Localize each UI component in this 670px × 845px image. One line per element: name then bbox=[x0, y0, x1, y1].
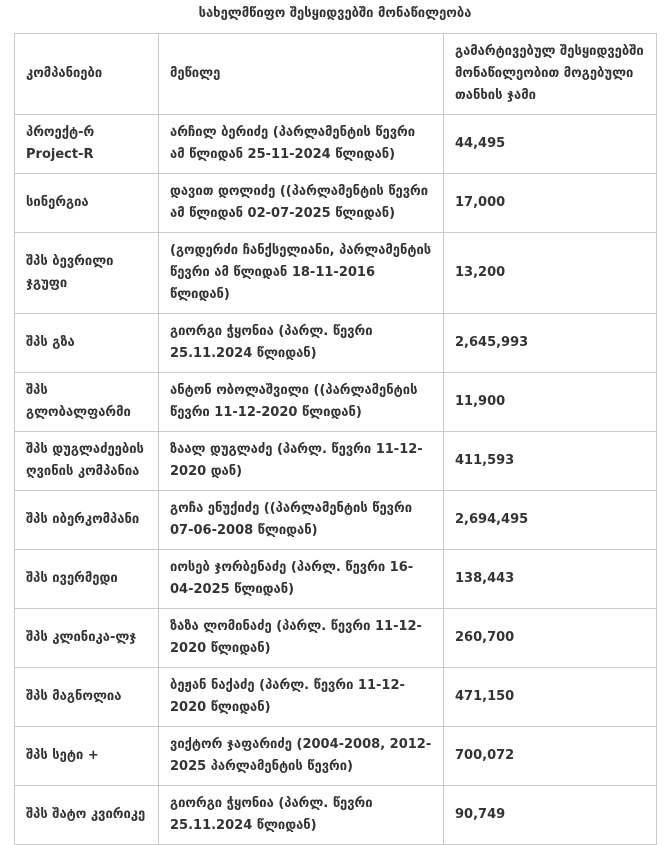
company-cell: შპს გლობალფარმი bbox=[15, 373, 159, 432]
table-row bbox=[15, 314, 657, 373]
company-cell: პროექტ-რ Project-R bbox=[15, 115, 159, 174]
shareholder-cell: იოსებ ჯორბენაძე (პარლ. წევრი 16-04-2025 წლიდან) bbox=[159, 550, 444, 609]
amount-cell: 138,443 bbox=[444, 550, 657, 609]
shareholder-cell: ბეჟან ნაქაძე (პარლ. წევრი 11-12-2020 წლიდან) bbox=[159, 668, 444, 727]
table-row bbox=[15, 233, 657, 314]
header-row bbox=[15, 34, 657, 115]
col-header-shareholder: მეწილე bbox=[159, 34, 444, 115]
amount-cell: 411,593 bbox=[444, 432, 657, 491]
shareholder-cell: გიორგი ჭყონია (პარლ. წევრი 25.11.2024 წლიდან) bbox=[159, 786, 444, 845]
company-cell: შპს ივერმედი bbox=[15, 550, 159, 609]
shareholder-cell: არჩილ ბერიძე (პარლამენტის წევრი ამ წლიდან 25-11-2024 წლიდან) bbox=[159, 115, 444, 174]
table-row bbox=[15, 432, 657, 491]
amount-cell: 260,700 bbox=[444, 609, 657, 668]
shareholder-cell: გოჩა ენუქიძე ((პარლამენტის წევრი 07-06-2008 წლიდან) bbox=[159, 491, 444, 550]
table-body bbox=[15, 115, 657, 845]
table-row bbox=[15, 668, 657, 727]
company-cell: შპს ბევრილი ჯგუფი bbox=[15, 233, 159, 314]
procurement-table bbox=[14, 33, 657, 845]
amount-cell: 2,645,993 bbox=[444, 314, 657, 373]
table-row bbox=[15, 373, 657, 432]
company-cell: შპს დუგლაძეების ღვინის კომპანია bbox=[15, 432, 159, 491]
table-row bbox=[15, 727, 657, 786]
amount-cell: 44,495 bbox=[444, 115, 657, 174]
company-cell: შპს მაგნოლია bbox=[15, 668, 159, 727]
shareholder-cell: დავით დოლიძე ((პარლამენტის წევრი ამ წლიდან 02-07-2025 წლიდან) bbox=[159, 174, 444, 233]
shareholder-cell: ზაალ დუგლაძე (პარლ. წევრი 11-12-2020 დან) bbox=[159, 432, 444, 491]
company-cell: შპს შატო კვირიკე bbox=[15, 786, 159, 845]
table-row bbox=[15, 550, 657, 609]
table-row bbox=[15, 174, 657, 233]
shareholder-cell: (გოდერძი ჩანქსელიანი, პარლამენტის წევრი ამ წლიდან 18-11-2016 წლიდან) bbox=[159, 233, 444, 314]
table-row bbox=[15, 786, 657, 845]
col-header-companies: კომპანიები bbox=[15, 34, 159, 115]
company-cell: შპს სეტი + bbox=[15, 727, 159, 786]
shareholder-cell: ვიქტორ ჯაფარიძე (2004-2008, 2012-2025 პარლამენტის წევრი) bbox=[159, 727, 444, 786]
company-cell: შპს კლინიკა-ლჯ bbox=[15, 609, 159, 668]
col-header-amount-won: გამარტივებულ შესყიდვებში მონაწილეობით მოგებული თანხის ჯამი bbox=[444, 34, 657, 115]
company-cell: შპს იბერკომპანი bbox=[15, 491, 159, 550]
table-row bbox=[15, 491, 657, 550]
table-row bbox=[15, 115, 657, 174]
amount-cell: 2,694,495 bbox=[444, 491, 657, 550]
company-cell: სინერგია bbox=[15, 174, 159, 233]
amount-cell: 11,900 bbox=[444, 373, 657, 432]
shareholder-cell: ზაზა ლომინაძე (პარლ. წევრი 11-12-2020 წლიდან) bbox=[159, 609, 444, 668]
page-title: სახელმწიფო შესყიდვებში მონაწილეობა bbox=[198, 6, 472, 21]
shareholder-cell: ანტონ ობოლაშვილი ((პარლამენტის წევრი 11-12-2020 წლიდან) bbox=[159, 373, 444, 432]
amount-cell: 90,749 bbox=[444, 786, 657, 845]
shareholder-cell: გიორგი ჭყონია (პარლ. წევრი 25.11.2024 წლიდან) bbox=[159, 314, 444, 373]
amount-cell: 17,000 bbox=[444, 174, 657, 233]
amount-cell: 471,150 bbox=[444, 668, 657, 727]
amount-cell: 13,200 bbox=[444, 233, 657, 314]
amount-cell: 700,072 bbox=[444, 727, 657, 786]
company-cell: შპს გზა bbox=[15, 314, 159, 373]
table-header bbox=[15, 34, 657, 115]
table-row bbox=[15, 609, 657, 668]
